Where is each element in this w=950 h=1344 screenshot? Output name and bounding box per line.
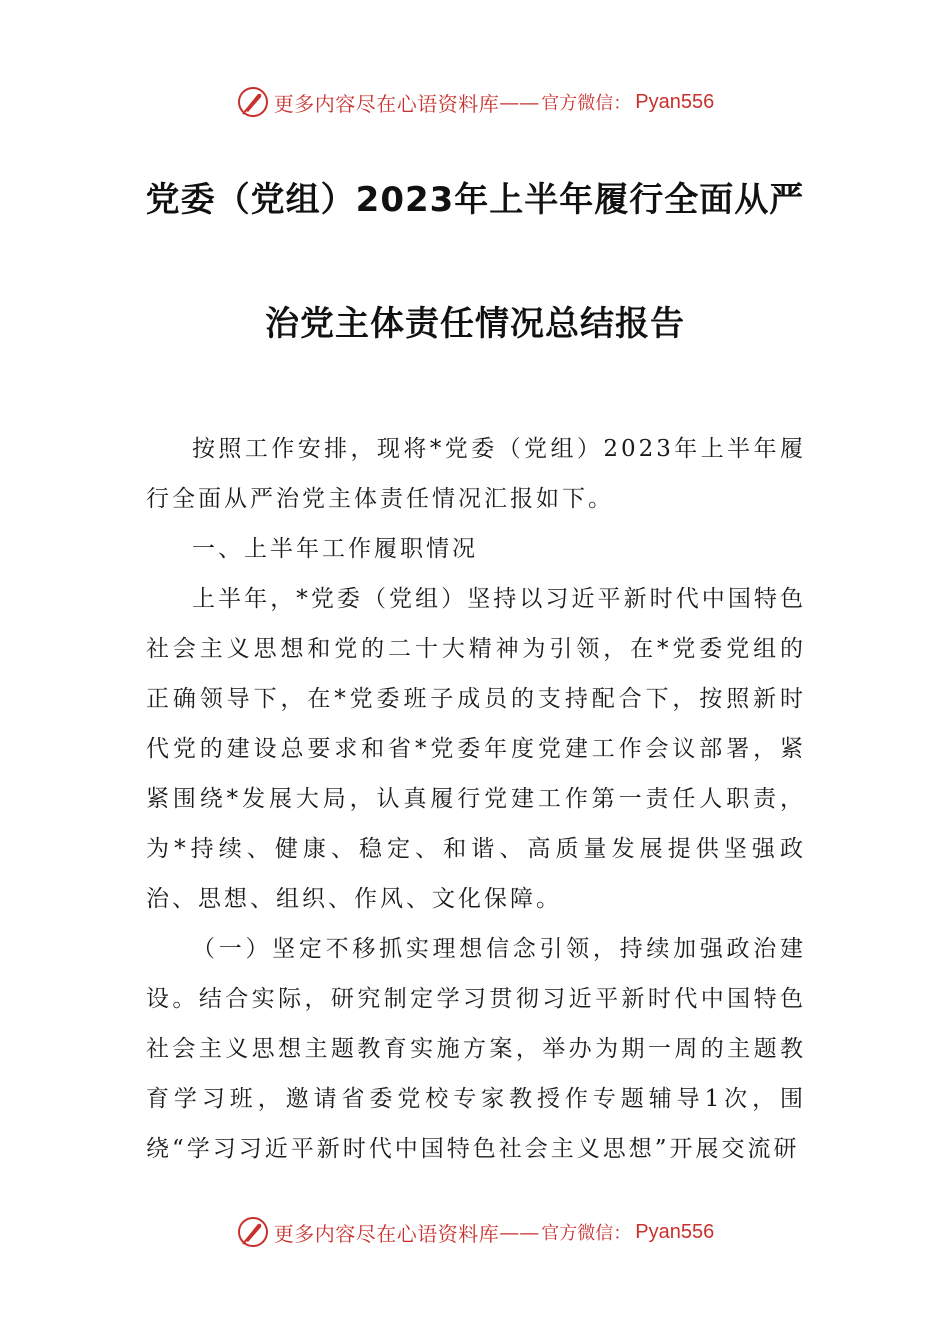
document-title-line-1: 党委（党组）2023年上半年履行全面从严 [145,180,805,220]
banner-wechat-label: 官方微信： [541,93,632,114]
banner-dash: —— [499,90,540,114]
footer-banner [0,1212,950,1252]
header-banner [0,82,950,122]
section-heading: 一、上半年工作履职情况 [192,536,478,562]
document-title-line-2: 治党主体责任情况总结报告 [265,304,685,344]
subsection-paragraph: （一）坚定不移抓实理想信念引领，持续加强政治建设。结合实际，研究制定学习贯彻习近平新时代中国特色社会主义思想主题教育实施方案，举办为期一周的主题教育学习班，邀请省委党校专家教授作专题辅导1次，围绕“学习习近平新时代中国特色社会主义思想”开展交流研 [146,936,806,1162]
banner-slogan: 更多内容尽在心语资料库 [273,91,500,116]
intro-paragraph: 按照工作安排，现将*党委（党组）2023年上半年履行全面从严治党主体责任情况汇报如下。 [146,436,806,512]
banner-wechat-id: Pyan556 [635,90,715,113]
banner-wechat-id: Pyan556 [635,1220,715,1243]
banner-slogan: 更多内容尽在心语资料库 [273,1221,500,1246]
quill-pen-logo-icon [236,1215,270,1249]
banner-wechat-label: 官方微信： [541,1223,632,1244]
quill-pen-logo-icon [236,85,270,119]
body-paragraph: 上半年，*党委（党组）坚持以习近平新时代中国特色社会主义思想和党的二十大精神为引领，在*党委党组的正确领导下，在*党委班子成员的支持配合下，按照新时代党的建设总要求和省*党委年度党建工作会议部署，紧紧围绕*发展大局，认真履行党建工作第一责任人职责，为*持续、健康、稳定、和谐、高质量发展提供坚强政治、思想、组织、作风、文化保障。 [146,586,806,912]
banner-dash: —— [499,1220,540,1244]
document-body [146,424,806,1174]
